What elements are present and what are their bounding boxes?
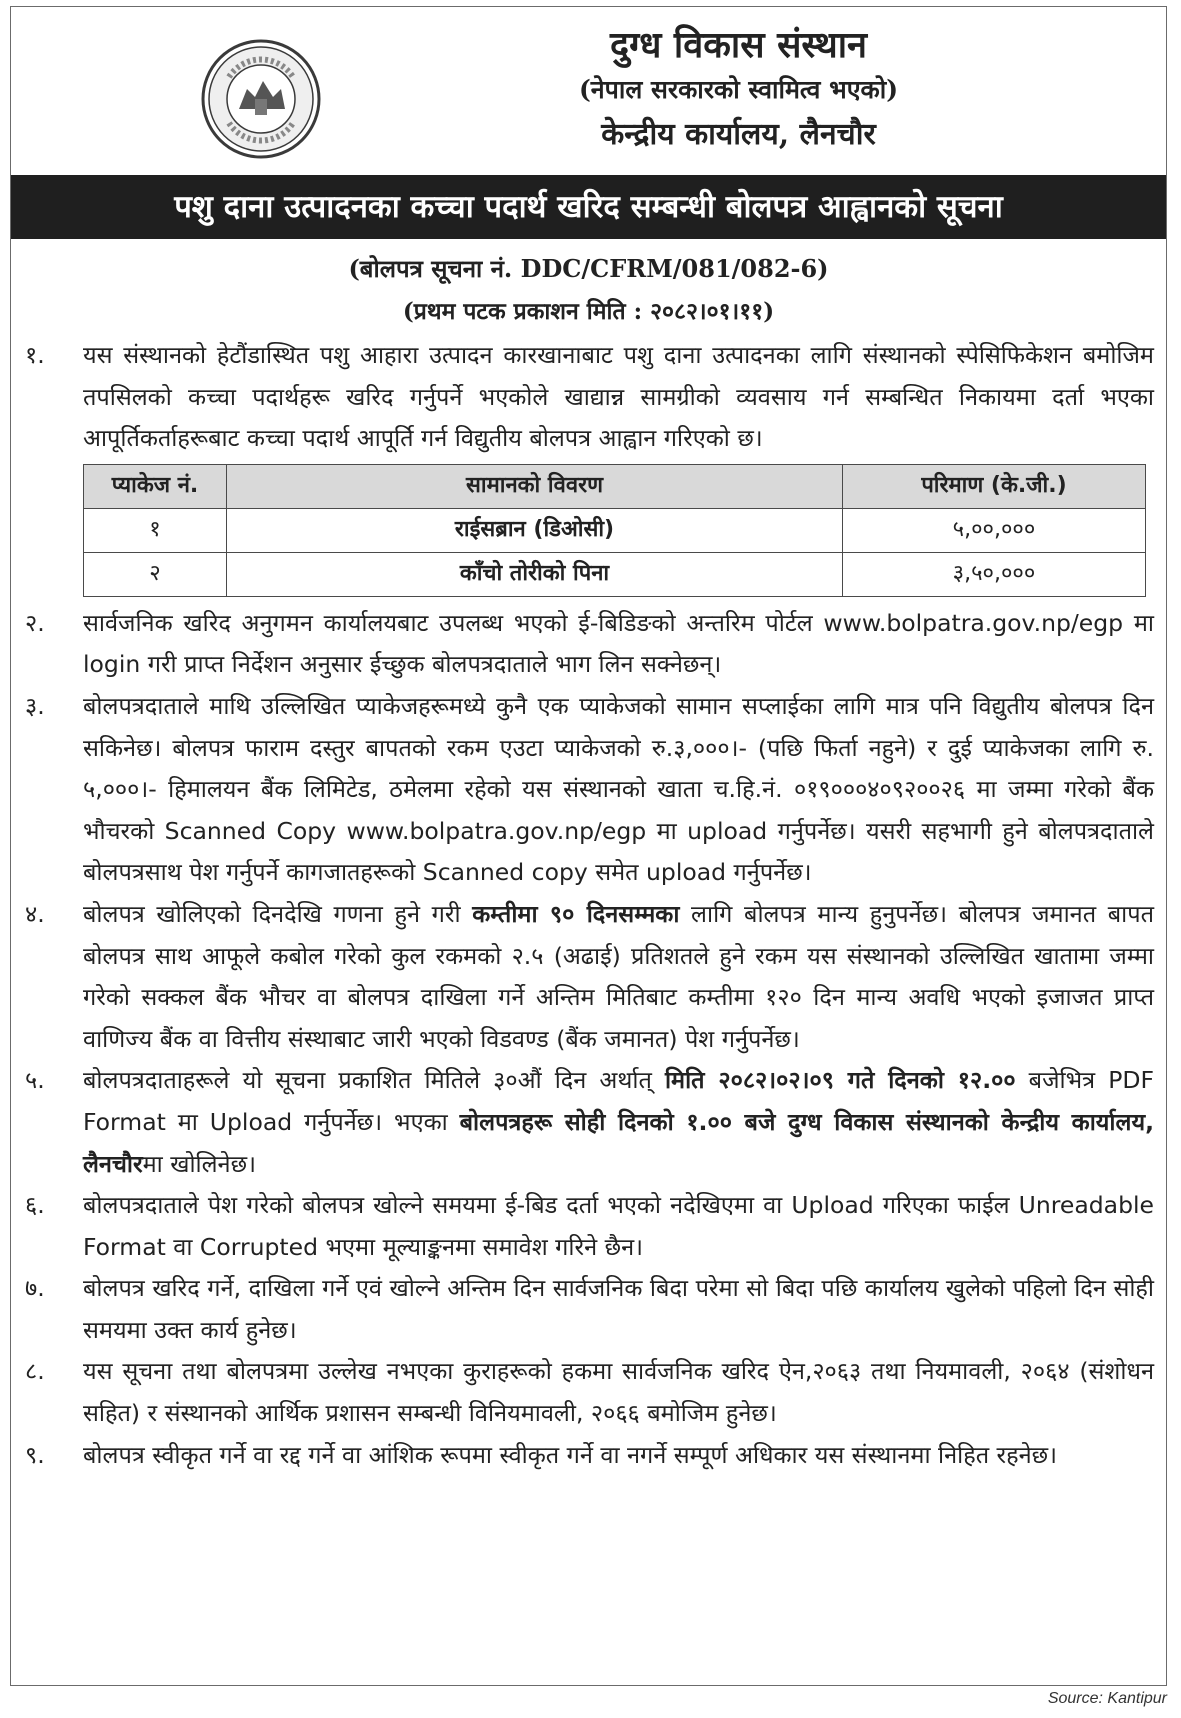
organization-name: दुग्ध विकास संस्थान [609, 24, 867, 66]
clause-5 [25, 1060, 1154, 1185]
column-header-description: सामानको विवरण [227, 464, 843, 508]
clause-7 [25, 1268, 1154, 1351]
clause-number: ३. [25, 691, 45, 720]
notice-frame [10, 6, 1167, 1686]
opening-details: बोलपत्रहरू सोही दिनको १.०० बजे दुग्ध विकास संस्थानको केन्द्रीय कार्यालय, लैनचौर [83, 1107, 1154, 1178]
notice-reference [11, 251, 1166, 287]
clause-text-part: बोलपत्रदाताहरूले यो सूचना प्रकाशित मितिले ३०औं दिन अर्थात् [83, 1066, 665, 1095]
clause-3 [25, 686, 1154, 894]
clause-text-part: मा खोलिनेछ। [142, 1149, 256, 1178]
clause-text [83, 1060, 1154, 1185]
clause-text-part: लागि बोलपत्र मान्य हुनुपर्नेछ। बोलपत्र जमानत बापत बोलपत्र साथ आफूले कबोल गरेको कुल रकमको २.५ (अढाई) प्रतिशतले हुने रकम यस संस्थानको उल्लिखित खातामा जम्मा गरेको सक्कल बैंक भौचर वा बोलपत्र दाखिला गर्ने अन्तिम मितिबाट कम्तीमा १२० दिन मान्य अवधि भएको इजाजत प्राप्त वाणिज्य बैंक वा वित्तीय संस्थाबाट जारी भएको विडवण्ड (बैंक जमानत) पेश गर्नुपर्नेछ। [83, 899, 1154, 1053]
source-credit: Source: Kantipur [1047, 1690, 1167, 1707]
clause-1 [25, 335, 1154, 460]
clause-text: यस संस्थानको हेटौंडास्थित पशु आहारा उत्पादन कारखानाबाट पशु दाना उत्पादनका लागि संस्थानको स्पेसिफिकेशन बमोजिम तपसिलको कच्चा पदार्थहरू खरिद गर्नुपर्ने भएकोले खाद्यान्न सामग्रीको व्यवसाय गर्न सम्बन्धित निकायमा दर्ता भएका आपूर्तिकर्ताहरूबाट कच्चा पदार्थ आपूर्ति गर्न विद्युतीय बोलपत्र आह्वान गरिएको छ। [83, 341, 1154, 453]
column-header-quantity: परिमाण (के.जी.) [843, 464, 1146, 508]
notice-title: पशु दाना उत्पादनका कच्चा पदार्थ खरिद सम्बन्धी बोलपत्र आह्वानको सूचना [11, 175, 1166, 239]
items-table [83, 464, 1146, 597]
clause-text [83, 894, 1154, 1060]
table-row [84, 508, 1146, 552]
submission-deadline: मिति २०८२।०२।०९ गते दिनको १२.०० [664, 1066, 1016, 1095]
office-name: केन्द्रीय कार्यालय, लैनचौर [601, 117, 876, 152]
clause-number: १. [25, 341, 45, 369]
item-quantity: ३,५०,००० [843, 552, 1146, 596]
clause-6 [25, 1185, 1154, 1268]
notice-body [25, 335, 1154, 1476]
package-number: २ [84, 552, 227, 596]
clause-text-part: बजेभित्र PDF Format मा Upload गर्नुपर्नेछ। भएका [83, 1066, 1154, 1136]
clause-text: बोलपत्र खरिद गर्ने, दाखिला गर्ने एवं खोल्ने अन्तिम दिन सार्वजनिक बिदा परेमा सो बिदा पछि कार्यालय खुलेको पहिलो दिन सोही समयमा उक्त कार्य हुनेछ। [83, 1274, 1154, 1344]
package-number: १ [84, 508, 227, 552]
clause-number: ७. [25, 1274, 45, 1303]
clause-text: बोलपत्रदाताले पेश गरेको बोलपत्र खोल्ने समयमा ई-बिड दर्ता भएको नदेखिएमा वा Upload गरिएका फाईल Unreadable Format वा Corrupted भएमा मूल्याङ्कनमा समावेश गरिने छैन। [83, 1191, 1154, 1261]
clause-number: २. [25, 608, 45, 637]
clause-number: ५. [25, 1066, 45, 1095]
clause-8 [25, 1351, 1154, 1434]
clause-number: ८. [25, 1357, 45, 1386]
column-header-package: प्याकेज नं. [84, 464, 227, 508]
organization-ownership: (नेपाल सरकारको स्वामित्व भएको) [578, 75, 899, 104]
organization-heading [311, 21, 1166, 159]
item-quantity: ५,००,००० [843, 508, 1146, 552]
reference-prefix: (बोलपत्र सूचना नं. [348, 254, 513, 283]
clause-number: ४. [25, 899, 45, 928]
validity-period: कम्तीमा ९० दिनसम्मका [472, 899, 680, 928]
clause-text: बोलपत्रदाताले माथि उल्लिखित प्याकेजहरूमध्ये कुनै एक प्याकेजको सामान सप्लाईका लागि मात्र पनि विद्युतीय बोलपत्र दिन सकिनेछ। बोलपत्र फाराम दस्तुर बापतको रकम एउटा प्याकेजको रु.३,०००।- (पछि फिर्ता नहुने) र दुई प्याकेजका लागि रु. ५,०००।- हिमालयन बैंक लिमिटेड, ठमेलमा रहेको यस संस्थानको खाता च.हि.नं. ०१९०००४०९२००२६ मा जम्मा गरेको बैंक भौचरको Scanned Copy www.bolpatra.gov.np/egp मा upload गर्नुपर्नेछ। यसरी सहभागी हुने बोलपत्रदाताले बोलपत्रसाथ पेश गर्नुपर्ने कागजातहरूको Scanned copy समेत upload गर्नुपर्नेछ। [83, 691, 1154, 887]
notice-header [11, 7, 1166, 169]
clause-text-part: बोलपत्र खोलिएको दिनदेखि गणना हुने गरी [83, 899, 473, 928]
clause-2 [25, 603, 1154, 686]
reference-number: DDC/CFRM/081/082-6) [520, 254, 829, 283]
clause-9 [25, 1435, 1154, 1477]
publication-date: (प्रथम पटक प्रकाशन मिति : २०८२।०१।११) [402, 298, 775, 325]
clause-text: सार्वजनिक खरिद अनुगमन कार्यालयबाट उपलब्ध भएको ई-बिडिङको अन्तरिम पोर्टल www.bolpatra.gov.np/egp मा login गरी प्राप्त निर्देशन अनुसार ईच्छुक बोलपत्रदाताले भाग लिन सक्नेछन्। [83, 608, 1154, 679]
item-description: काँचो तोरीको पिना [227, 552, 843, 596]
clause-number: ९. [25, 1440, 45, 1469]
clause-text: यस सूचना तथा बोलपत्रमा उल्लेख नभएका कुराहरूको हकमा सार्वजनिक खरिद ऐन,२०६३ तथा नियमावली, २०६४ (संशोधन सहित) र संस्थानको आर्थिक प्रशासन सम्बन्धी विनियमावली, २०६६ बमोजिम हुनेछ। [83, 1357, 1154, 1428]
clause-number: ६. [25, 1191, 45, 1220]
item-description: राईसब्रान (डिओसी) [227, 508, 843, 552]
clause-4 [25, 894, 1154, 1060]
emblem-icon [199, 37, 323, 161]
clause-text: बोलपत्र स्वीकृत गर्ने वा रद्द गर्ने वा आंशिक रूपमा स्वीकृत गर्ने वा नगर्ने सम्पूर्ण अधिकार यस संस्थानमा निहित रहनेछ। [83, 1440, 1058, 1469]
table-row [84, 552, 1146, 596]
table-header-row [84, 464, 1146, 508]
